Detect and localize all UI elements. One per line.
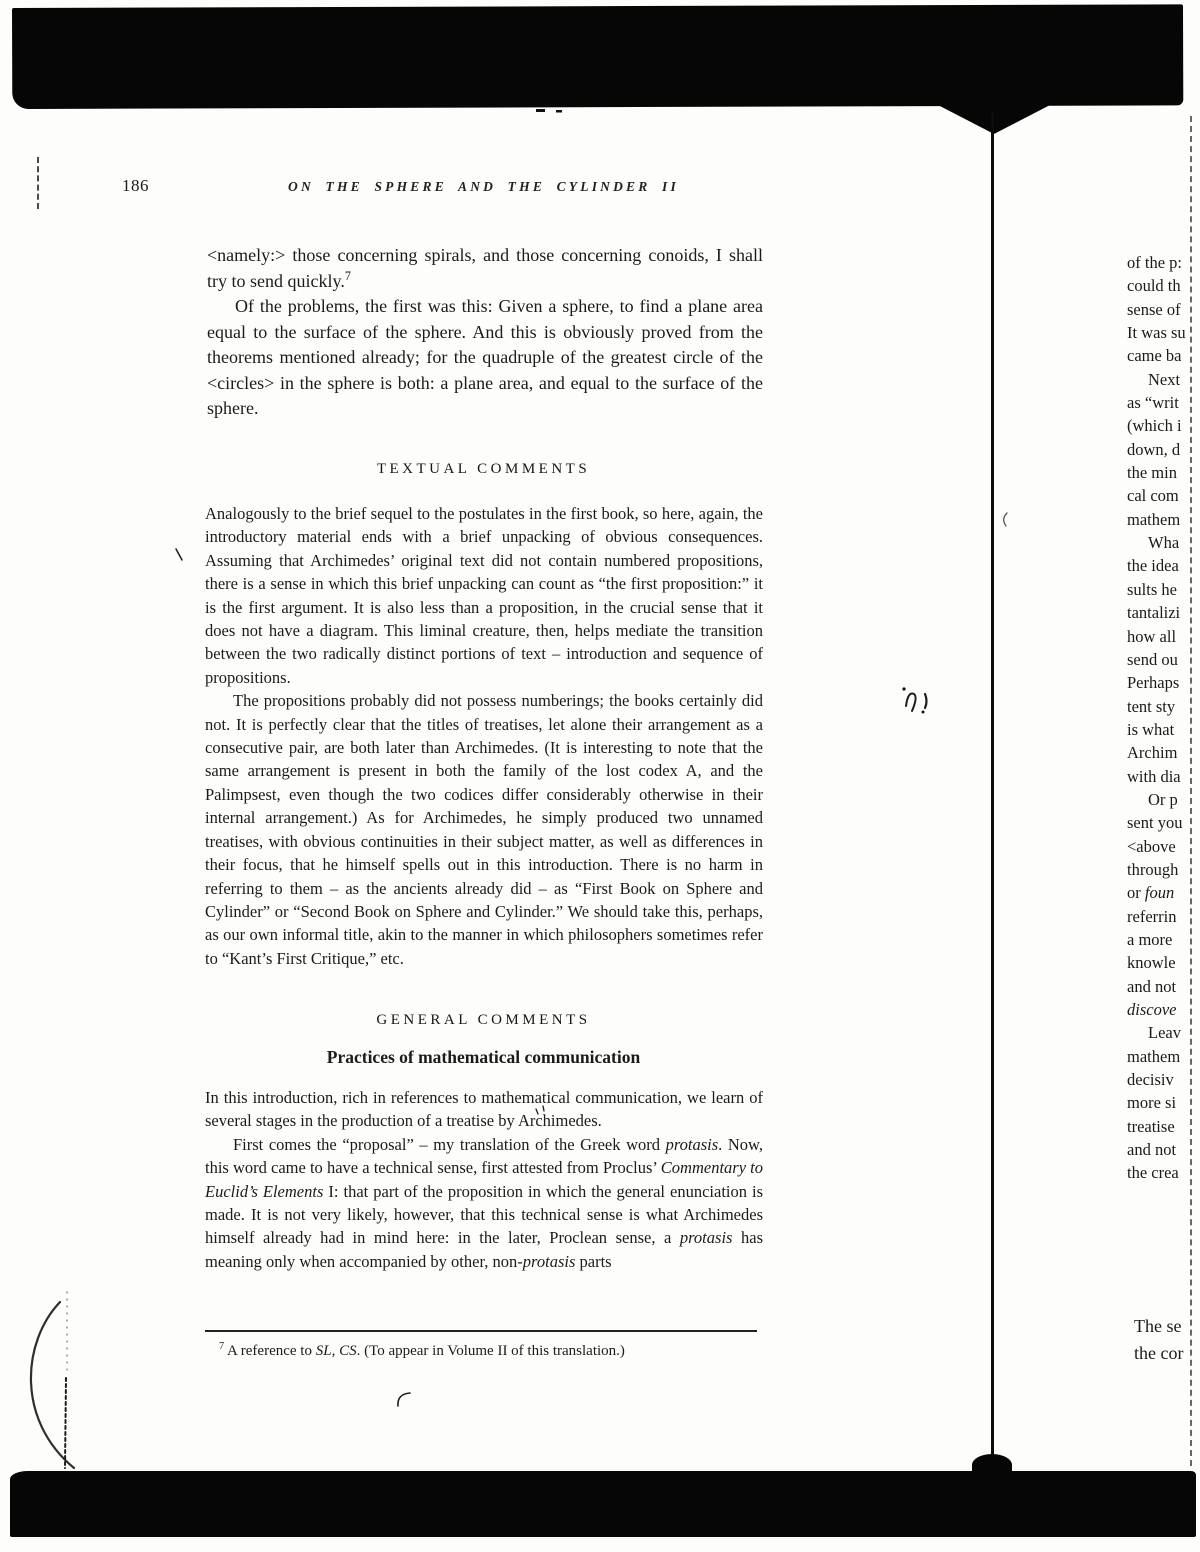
text-line: Leav (1148, 1023, 1181, 1043)
text-line: discove (1127, 1000, 1177, 1019)
text-line: the min (1127, 463, 1177, 483)
text-line: a more (1127, 929, 1173, 949)
handwriting-dot-2 (922, 711, 925, 714)
text-line: how all (1127, 626, 1177, 646)
handwriting-mark-right (925, 694, 927, 708)
handwriting-dot-1 (902, 687, 905, 690)
text-line: send ou (1127, 649, 1178, 669)
text-line: tent sty (1127, 696, 1176, 716)
left-margin-dash-mark (37, 157, 39, 209)
text-line: with dia (1127, 766, 1181, 786)
general-comments-para-2: First comes the “proposal” – my translation of the Greek word protasis. Now, this word came to have a technical sense, first attested from Proclus’ Commentary to Euclid’s Elements I: that part of the proposition in which the general enunciation is made. It is not very likely, however, that this technical sense is what Archimedes himself already had in mind here: in the later, Proclean sense, a protasis has meaning only when accompanied by other, non-protasis parts (205, 1134, 764, 1271)
text-line: treatise (1127, 1116, 1175, 1136)
text-line: came ba (1127, 346, 1182, 366)
pen-curve-mark (31, 1302, 74, 1468)
text-line: and not (1127, 976, 1177, 996)
text-line: referrin (1127, 906, 1177, 926)
text-line: as “writ (1127, 393, 1179, 413)
text-line: the crea (1127, 1163, 1179, 1183)
text-line: <above (1127, 836, 1176, 856)
text-line: the idea (1127, 556, 1179, 576)
translation-para-1: <namely:> those concerning spirals, and those concerning conoids, I shall try to send quickly.$^7$ (207, 245, 763, 291)
text-line: and not (1127, 1140, 1177, 1160)
book-spine-line (991, 112, 994, 1472)
translation-para-2: Of the problems, the first was this: Given a sphere, to find a plane area equal to the surface of the sphere. And this is obviously proved from the theorems mentioned already; for the quadruple of the greatest circle of the <circles> in the sphere is both: a plane area, and equal to the surface of the sphere. (207, 296, 763, 418)
bottom-scan-black-bar (10, 1471, 1196, 1537)
footnote-pen-tick (398, 1393, 410, 1406)
bar-edge-speck-1 (536, 109, 545, 112)
footnote: $^7$ A reference to SL, CS. (To appear in Volume II of this translation.) (219, 1341, 625, 1359)
running-header: ON THE SPHERE AND THE CYLINDER II (288, 179, 679, 194)
text-line: down, d (1127, 439, 1181, 459)
text-line: cal com (1127, 486, 1179, 506)
handwriting-mark-left (906, 694, 916, 712)
text-line: decisiv (1127, 1070, 1174, 1090)
text-line: (which i (1127, 416, 1182, 436)
general-comments-heading: GENERAL COMMENTS (376, 1012, 591, 1028)
text-line: tantalizi (1127, 603, 1181, 623)
stray-paren-mark (1004, 513, 1007, 526)
text-line: sense of (1127, 299, 1181, 319)
text-line: the cor (1134, 1343, 1184, 1363)
text-line: of the p: (1127, 253, 1182, 272)
textual-comments-body (205, 502, 763, 970)
textual-comments-para-2: The propositions probably did not possess numberings; the books certainly did not. It is perfectly clear that the titles of treatises, let alone their arrangement as a consecutive pair, are both later than Archimedes. (It is interesting to note that the same arrangement is present in both the family of the lost codex A, and the Palimpsest, even though the two codices differ considerably otherwise in their internal arrangement.) As for Archimedes, he simply produced two unnamed treatises, with obvious continuities in their subject matter, as well as differences in their focus, that he himself spells out in this introduction. There is no harm in referring to them – as the ancients already did – as “First Book on Sphere and Cylinder” or “Second Book on Sphere and Cylinder.” We should take this, perhaps, as our own informal title, akin to the manner in which philosophers sometimes refer to “Kant’s First Critique,” etc. (205, 691, 763, 968)
text-line: Next (1148, 369, 1181, 389)
text-line: knowle (1127, 953, 1176, 973)
margin-slash-mark (176, 549, 182, 560)
scratch-line-mark (65, 1378, 66, 1468)
textual-comments-heading: TEXTUAL COMMENTS (376, 461, 591, 477)
text-line: It was su (1127, 323, 1186, 343)
bar-edge-speck-2 (556, 110, 562, 113)
footnote-rule (205, 1330, 757, 1332)
general-comments-para-1: In this introduction, rich in references to mathematical communication, we learn of several stages in the production of a treatise by Archimedes. (205, 1088, 763, 1131)
spine-shadow-wedge (936, 104, 1052, 134)
facing-page-text-fragment (1127, 251, 1191, 1191)
text-line: mathem (1127, 509, 1181, 529)
text-line: sent you (1127, 813, 1183, 833)
text-line: through (1127, 859, 1179, 879)
text-line: mathem (1127, 1046, 1181, 1066)
top-scan-black-bar (12, 4, 1183, 109)
general-comments-subheading: Practices of mathematical communication (326, 1047, 641, 1067)
text-line: or foun (1127, 883, 1175, 903)
text-line: The se (1134, 1316, 1182, 1336)
text-line: could th (1127, 276, 1181, 296)
text-line: Wha (1148, 533, 1180, 553)
page-number: 186 (122, 176, 149, 195)
text-line: more si (1127, 1093, 1177, 1113)
facing-page-lower-fragment (1134, 1313, 1191, 1373)
text-line: is what (1127, 719, 1175, 739)
text-line: sults he (1127, 579, 1177, 599)
text-line: Perhaps (1127, 673, 1180, 693)
general-comments-body (205, 1086, 763, 1273)
translation-text-block (207, 243, 763, 422)
text-line: Or p (1148, 789, 1178, 809)
textual-comments-para-1: Analogously to the brief sequel to the postulates in the first book, so here, again, the introductory material ends with a brief unpacking of obvious consequences. Assuming that Archimedes’ original text did not contain numbered propositions, there is a sense in which this brief unpacking can count as “the first proposition:” it is the first argument. It is also less than a proposition, in the crucial sense that it does not have a diagram. This liminal creature, then, helps mediate the transition between the two radically distinct portions of text – introduction and sequence of propositions. (205, 504, 763, 687)
text-line: Archim (1127, 743, 1178, 763)
